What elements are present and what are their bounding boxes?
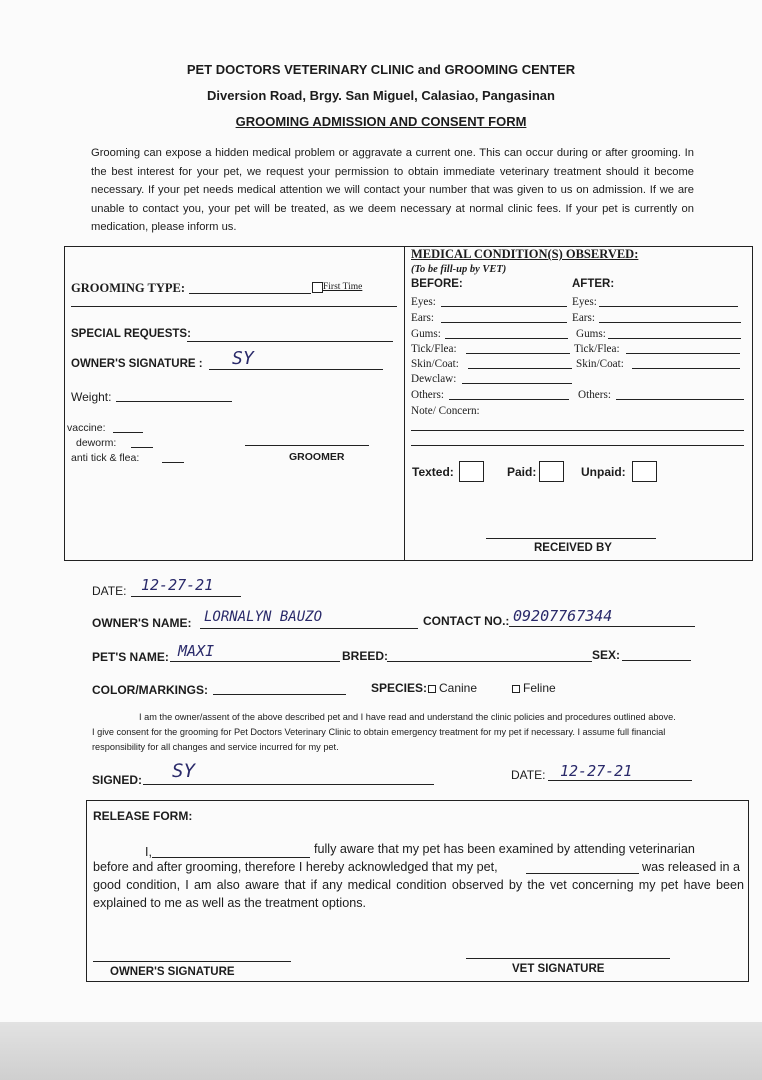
signed-label: SIGNED: — [92, 773, 143, 787]
date-field[interactable] — [131, 596, 241, 597]
contact-label: CONTACT NO.: — [423, 614, 510, 628]
scan-background — [0, 1022, 762, 1080]
release-text-3: was released in a — [642, 860, 741, 874]
unpaid-label: Unpaid: — [581, 465, 626, 479]
signed-field[interactable] — [143, 784, 434, 785]
note-line-2[interactable] — [411, 445, 744, 446]
paid-checkbox[interactable] — [539, 461, 564, 482]
clinic-address: Diversion Road, Brgy. San Miguel, Calasiao, Pangasinan — [207, 88, 555, 103]
grooming-type-field[interactable] — [189, 293, 311, 294]
after-ears-field[interactable] — [599, 322, 741, 323]
anti-tick-field[interactable] — [162, 462, 184, 463]
owner-name-value: LORNALYN BAUZO — [204, 609, 323, 625]
groomer-signature-line[interactable] — [245, 445, 369, 446]
owner-signature-footer-label: OWNER'S SIGNATURE — [110, 966, 235, 978]
before-dewclaw-label: Dewclaw: — [411, 373, 457, 385]
first-time-label: First Time — [323, 282, 363, 292]
owner-signature-field[interactable] — [209, 369, 383, 370]
after-gums-label: Gums: — [576, 328, 606, 340]
before-tick-field[interactable] — [466, 353, 570, 354]
clinic-name: PET DOCTORS VETERINARY CLINIC and GROOMING CENTER — [186, 62, 576, 77]
owner-signature-label: OWNER'S SIGNATURE : — [71, 358, 203, 370]
after-skin-field[interactable] — [632, 368, 740, 369]
contact-value: 09207767344 — [513, 607, 613, 625]
form-title: GROOMING ADMISSION AND CONSENT FORM — [235, 114, 527, 129]
before-others-label: Others: — [411, 389, 444, 401]
weight-field[interactable] — [116, 401, 232, 402]
before-gums-field[interactable] — [445, 338, 568, 339]
vet-signature-line[interactable] — [466, 958, 670, 959]
before-dewclaw-field[interactable] — [462, 383, 572, 384]
paid-label: Paid: — [507, 465, 537, 479]
vet-signature-label: VET SIGNATURE — [512, 963, 605, 975]
owner-signature-line[interactable] — [93, 961, 291, 962]
after-gums-field[interactable] — [608, 338, 741, 339]
unpaid-checkbox[interactable] — [632, 461, 657, 482]
grooming-type-label: GROOMING TYPE: — [71, 281, 186, 295]
before-eyes-label: Eyes: — [411, 296, 436, 308]
pet-name-label: PET'S NAME: — [92, 650, 169, 664]
consent-date-label: DATE: — [511, 768, 546, 782]
after-label: AFTER: — [572, 278, 615, 290]
before-tick-label: Tick/Flea: — [411, 343, 457, 355]
intro-paragraph: Grooming can expose a hidden medical problem or aggravate a current one. This can occur during or after grooming. In the best interest for your pet, we request your permission to obtain immediate veterinary treatment should it become necessary. If your pet needs medical attention we will contact your number that was given to us on admission. If we are unable to contact you, your pet will be treated, as we deem necessary at normal clinic fees. If your pet is currently on medication, please inform us. — [91, 147, 694, 234]
consent-line-3: responsibility for all changes and service incurred for my pet. — [92, 742, 339, 752]
groomer-label: GROOMER — [289, 451, 345, 463]
special-requests-field[interactable] — [187, 341, 393, 342]
after-eyes-label: Eyes: — [572, 296, 597, 308]
before-others-field[interactable] — [449, 399, 569, 400]
grooming-type-line-2 — [71, 306, 397, 307]
owner-name-label: OWNER'S NAME: — [92, 616, 192, 630]
consent-date-field[interactable] — [548, 780, 692, 781]
pet-name-value: MAXI — [178, 642, 215, 660]
before-eyes-field[interactable] — [441, 306, 567, 307]
received-by-label: RECEIVED BY — [534, 542, 612, 554]
sex-field[interactable] — [622, 660, 691, 661]
species-label: SPECIES: — [371, 681, 428, 695]
release-pet-field[interactable] — [526, 873, 639, 874]
before-label: BEFORE: — [411, 278, 463, 290]
medical-condition-title: MEDICAL CONDITION(S) OBSERVED: — [411, 247, 639, 261]
vet-fillup-note: (To be fill-up by VET) — [411, 264, 507, 275]
sex-label: SEX: — [592, 648, 621, 662]
panel-divider — [404, 246, 405, 561]
received-by-line[interactable] — [486, 538, 656, 539]
before-skin-field[interactable] — [468, 368, 572, 369]
deworm-label: deworm: — [76, 437, 117, 449]
date-label: DATE: — [92, 584, 127, 598]
texted-checkbox[interactable] — [459, 461, 484, 482]
vaccine-field[interactable] — [113, 432, 143, 433]
consent-line-1: I am the owner/assent of the above described pet and I have read and understand the clinic policies and procedures outlined above. — [139, 712, 676, 722]
after-skin-label: Skin/Coat: — [576, 358, 624, 370]
after-tick-label: Tick/Flea: — [574, 343, 620, 355]
signed-value: SY — [172, 760, 195, 782]
owner-name-field[interactable] — [200, 628, 418, 629]
release-text-4: good condition, I am also aware that if any medical condition observed by the vet concerning my pet have been explained to me as well as the treatment options. — [93, 878, 744, 910]
weight-label: Weight: — [71, 390, 112, 404]
release-name-field[interactable] — [152, 857, 310, 858]
special-requests-label: SPECIAL REQUESTS: — [71, 328, 191, 340]
color-markings-label: COLOR/MARKINGS: — [92, 683, 208, 697]
first-time-checkbox[interactable] — [312, 282, 323, 293]
feline-label: Feline — [523, 681, 556, 695]
after-tick-field[interactable] — [626, 353, 740, 354]
before-ears-label: Ears: — [411, 312, 434, 324]
anti-tick-label: anti tick & flea: — [71, 452, 140, 464]
after-others-field[interactable] — [616, 399, 744, 400]
breed-label: BREED: — [342, 649, 389, 663]
contact-field[interactable] — [509, 626, 695, 627]
consent-date-value: 12-27-21 — [560, 762, 633, 780]
pet-name-field[interactable] — [170, 661, 340, 662]
texted-label: Texted: — [412, 465, 454, 479]
note-line-1[interactable] — [411, 430, 744, 431]
deworm-field[interactable] — [131, 447, 153, 448]
vaccine-label: vaccine: — [67, 422, 106, 434]
owner-signature-value: SY — [232, 348, 254, 369]
before-gums-label: Gums: — [411, 328, 441, 340]
canine-label: Canine — [439, 681, 478, 695]
breed-field[interactable] — [387, 661, 592, 662]
after-eyes-field[interactable] — [599, 306, 738, 307]
release-text-2: before and after grooming, therefore I hereby acknowledged that my pet, — [93, 860, 498, 874]
canine-checkbox[interactable] — [428, 685, 436, 693]
release-text-1: fully aware that my pet has been examined by attending veterinarian — [314, 842, 695, 856]
feline-checkbox[interactable] — [512, 685, 520, 693]
consent-line-2: I give consent for the grooming for Pet Doctors Veterinary Clinic to obtain emergency treatment for my pet if necessary. I assume full financial — [92, 727, 666, 737]
before-ears-field[interactable] — [441, 322, 567, 323]
after-ears-label: Ears: — [572, 312, 595, 324]
release-form-title: RELEASE FORM: — [93, 809, 193, 823]
note-concern-label: Note/ Concern: — [411, 405, 480, 417]
release-i-label: I, — [145, 845, 152, 859]
date-value: 12-27-21 — [141, 576, 214, 594]
before-skin-label: Skin/Coat: — [411, 358, 459, 370]
after-others-label: Others: — [578, 389, 611, 401]
color-markings-field[interactable] — [213, 694, 346, 695]
